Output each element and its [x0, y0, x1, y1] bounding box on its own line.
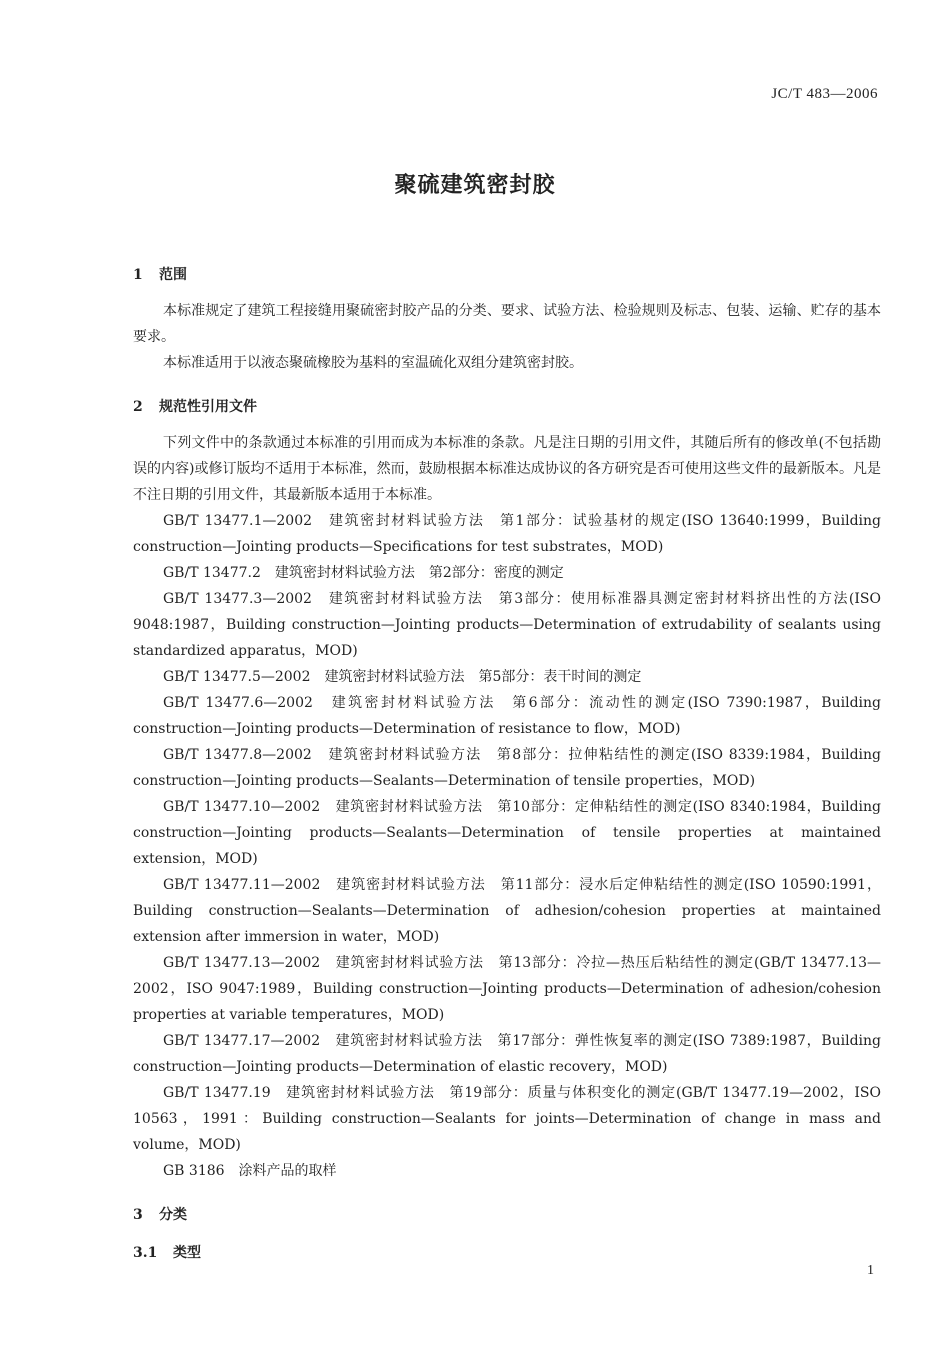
reference-item: GB/T 13477.10—2002 建筑密封材料试验方法 第10部分：定伸粘结性的测定(ISO 8340:1984，Building construction—Jointing products—Sealants—Determination of tensile properties at maintained extension，MOD) [133, 799, 881, 867]
section-2-title: 规范性引用文件 [159, 399, 257, 415]
section-1-heading [133, 262, 881, 288]
reference-item: GB/T 13477.11—2002 建筑密封材料试验方法 第11部分：浸水后定伸粘结性的测定(ISO 10590:1991，Building construction—Sealants—Determination of adhesion/cohesion properties at maintained extension after immersion in water，MOD) [133, 877, 881, 945]
section-3-heading [133, 1202, 881, 1228]
section-3-number: 3 [133, 1207, 143, 1223]
reference-item: GB/T 13477.3—2002 建筑密封材料试验方法 第3部分：使用标准器具测定密封材料挤出性的方法(ISO 9048:1987，Building construction—Jointing products—Determination of extrudability of sealants using standardized apparatus，MOD) [133, 591, 881, 659]
section-3-1-heading [133, 1240, 881, 1266]
section-1-title: 范围 [159, 267, 187, 283]
reference-item: GB/T 13477.19 建筑密封材料试验方法 第19部分：质量与体积变化的测定(GB/T 13477.19—2002，ISO 10563，1991：Building construction—Sealants for joints—Determination of change in mass and volume，MOD) [133, 1085, 881, 1153]
document-title: 聚硫建筑密封胶 [394, 172, 556, 198]
reference-item: GB/T 13477.8—2002 建筑密封材料试验方法 第8部分：拉伸粘结性的测定(ISO 8339:1984，Building construction—Jointing products—Sealants—Determination of tensile properties，MOD) [133, 747, 881, 789]
scope-paragraph: 本标准适用于以液态聚硫橡胶为基料的室温硫化双组分建筑密封胶。 [163, 355, 583, 371]
reference-item: GB/T 13477.5—2002 建筑密封材料试验方法 第5部分：表干时间的测定 [163, 669, 642, 685]
reference-item: GB/T 13477.1—2002 建筑密封材料试验方法 第1部分：试验基材的规定(ISO 13640:1999，Building construction—Jointing products—Specifications for test substrates，MOD) [133, 513, 881, 555]
section-2-number: 2 [133, 399, 143, 415]
section-1-number: 1 [133, 267, 143, 283]
page-number: 1 [867, 1263, 874, 1278]
reference-item: GB/T 13477.6—2002 建筑密封材料试验方法 第6部分：流动性的测定(ISO 7390:1987，Building construction—Jointing products—Determination of resistance to flow，MOD) [133, 695, 881, 737]
document-body [133, 262, 881, 1266]
standard-number: JC/T 483—2006 [771, 86, 878, 102]
reference-item: GB/T 13477.2 建筑密封材料试验方法 第2部分：密度的测定 [163, 565, 564, 581]
section-3-title: 分类 [159, 1207, 187, 1223]
references-intro: 下列文件中的条款通过本标准的引用而成为本标准的条款。凡是注日期的引用文件，其随后所有的修改单(不包括勘误的内容)或修订版均不适用于本标准，然而，鼓励根据本标准达成协议的各方研究是否可使用这些文件的最新版本。凡是不注日期的引用文件，其最新版本适用于本标准。 [133, 435, 881, 503]
scope-paragraph: 本标准规定了建筑工程接缝用聚硫密封胶产品的分类、要求、试验方法、检验规则及标志、包装、运输、贮存的基本要求。 [133, 303, 881, 345]
section-3-1-title: 类型 [173, 1245, 201, 1261]
section-3-1-number: 3.1 [133, 1245, 158, 1261]
section-2-heading [133, 394, 881, 420]
reference-item: GB 3186 涂料产品的取样 [163, 1163, 337, 1179]
reference-item: GB/T 13477.13—2002 建筑密封材料试验方法 第13部分：冷拉—热压后粘结性的测定(GB/T 13477.13—2002，ISO 9047:1989，Building construction—Jointing products—Determination of adhesion/cohesion properties at variable temperatures，MOD) [133, 955, 881, 1023]
reference-item: GB/T 13477.17—2002 建筑密封材料试验方法 第17部分：弹性恢复率的测定(ISO 7389:1987，Building construction—Jointing products—Determination of elastic recovery，MOD) [133, 1033, 881, 1075]
